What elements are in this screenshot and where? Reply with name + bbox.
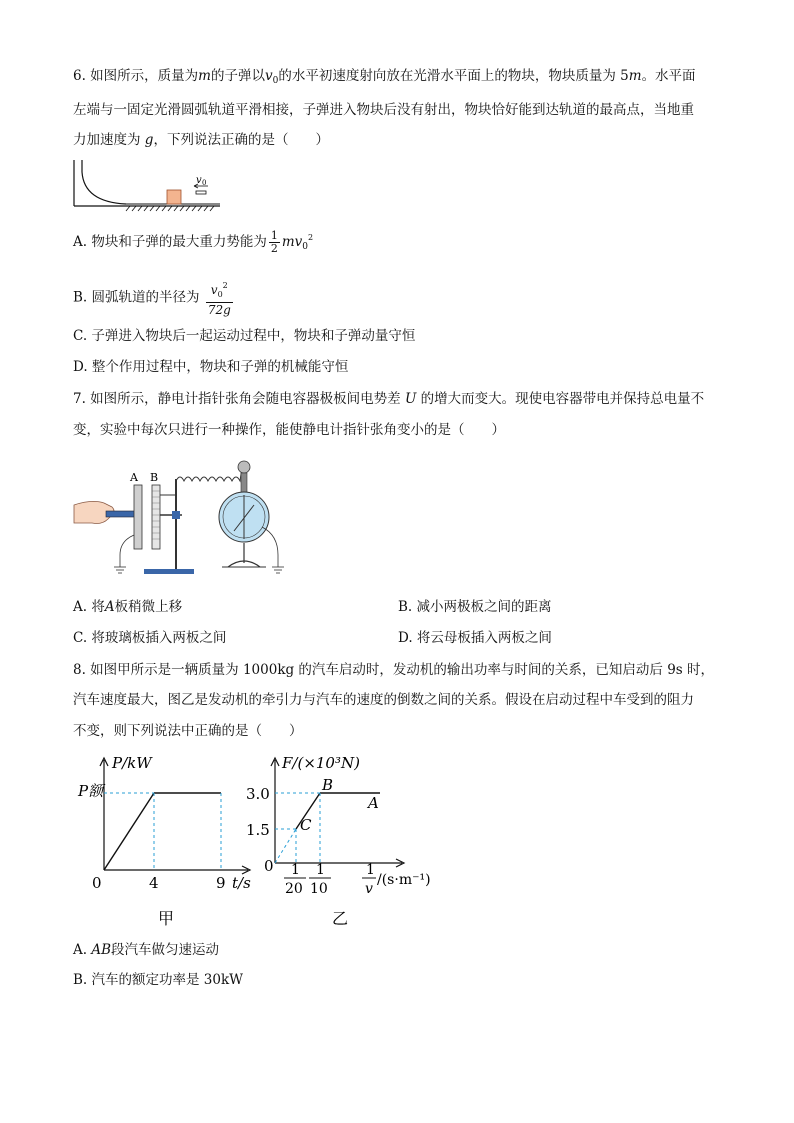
yi-xlabel-unit: /(s·m⁻¹): [377, 872, 431, 888]
plate-a-label: A: [130, 471, 138, 484]
yi-caption: 乙: [332, 909, 349, 928]
block: [167, 190, 181, 204]
yi-xtick-1-den: 20: [285, 881, 303, 897]
bullet: [196, 191, 206, 194]
q8-option-b: B. 汽车的额定功率是 30kW: [73, 972, 244, 988]
yi-xlabel-num: 1: [366, 862, 375, 878]
plate-a: [134, 485, 142, 549]
plate-b-label: B: [150, 471, 159, 484]
jia-xlabel: t/s: [232, 874, 251, 892]
q6-option-c: C. 子弹进入物块后一起运动过程中，物块和子弹动量守恒: [73, 328, 416, 344]
yi-xtick-1-num: 1: [291, 862, 300, 878]
yi-xtick-2-den: 10: [310, 881, 328, 897]
q7-electrometer-figure: [72, 455, 302, 585]
q7-option-d: D. 将云母板插入两板之间: [398, 630, 552, 646]
q6-stem-line2: 左端与一固定光滑圆弧轨道平滑相接，子弹进入物块后没有射出，物块恰好能到达轨道的最高点，当地重: [73, 102, 694, 118]
q7-stem-line2: 变，实验中每次只进行一种操作，能使静电计指针张角变小的是（ ）: [73, 422, 505, 438]
yi-point-b: B: [322, 776, 334, 794]
graph-jia: [70, 750, 260, 930]
svg-text:0: 0: [202, 179, 207, 187]
jia-xtick-4: 4: [149, 874, 159, 892]
q7-option-c: C. 将玻璃板插入两板之间: [73, 630, 227, 646]
jia-xtick-9: 9: [216, 874, 226, 892]
yi-point-a: A: [368, 794, 379, 812]
yi-point-c: C: [300, 816, 312, 834]
yi-xlabel-den: v: [365, 881, 373, 897]
q8-stem-line1: 8. 如图甲所示是一辆质量为 1000kg 的汽车启动时，发动机的输出功率与时间的关系，已知启动后 9s 时，: [73, 662, 715, 678]
q7-option-b: B. 减小两极板之间的距离: [398, 599, 552, 615]
q7-stem-line1: 7. 如图所示，静电计指针张角会随电容器极板间电势差 U 的增大而变大。现使电容器带电并保持总电量不: [73, 391, 705, 407]
yi-ytick-3: 3.0: [246, 785, 270, 803]
yi-ylabel: F/(×10³N): [282, 754, 360, 772]
q7-option-a: A. 将A板稍微上移: [73, 599, 183, 615]
q6-option-d: D. 整个作用过程中，物块和子弹的机械能守恒: [73, 359, 349, 375]
yi-origin: 0: [264, 857, 274, 875]
q6-option-a: A. 物块和子弹的最大重力势能为 $\frac{1}{2}$ $mv_0^2$: [73, 229, 314, 255]
q6-option-b: B. 圆弧轨道的半径为 $\frac{v_0^2}{72g}$: [73, 278, 235, 318]
jia-ramp: [104, 793, 154, 870]
jia-caption: 甲: [158, 909, 175, 928]
jia-origin: 0: [92, 874, 102, 892]
q6-stem-line1: 6. 如图所示，质量为m的子弹以$v_0$的水平初速度射向放在光滑水平面上的物块，物块质量为 5m。水平面: [73, 68, 696, 86]
jia-prated: P额: [78, 782, 104, 800]
electrometer-ball: [238, 461, 250, 473]
q8-option-a: A. AB段汽车做匀速运动: [73, 942, 220, 958]
yi-ytick-15: 1.5: [246, 821, 270, 839]
jia-ylabel: P/kW: [112, 754, 152, 772]
v0-label: v: [196, 175, 202, 186]
q6-track-figure: [70, 158, 230, 214]
plate-b: [152, 485, 160, 549]
q6-stem-line3: 力加速度为 g，下列说法正确的是（ ）: [73, 132, 329, 148]
yi-xtick-2-num: 1: [316, 862, 325, 878]
q8-stem-line3: 不变，则下列说法中正确的是（ ）: [73, 723, 303, 739]
graph-yi: [240, 750, 440, 930]
q8-stem-line2: 汽车速度最大，图乙是发动机的牵引力与汽车的速度的倒数之间的关系。假设在启动过程中车受到的阻力: [73, 692, 694, 708]
